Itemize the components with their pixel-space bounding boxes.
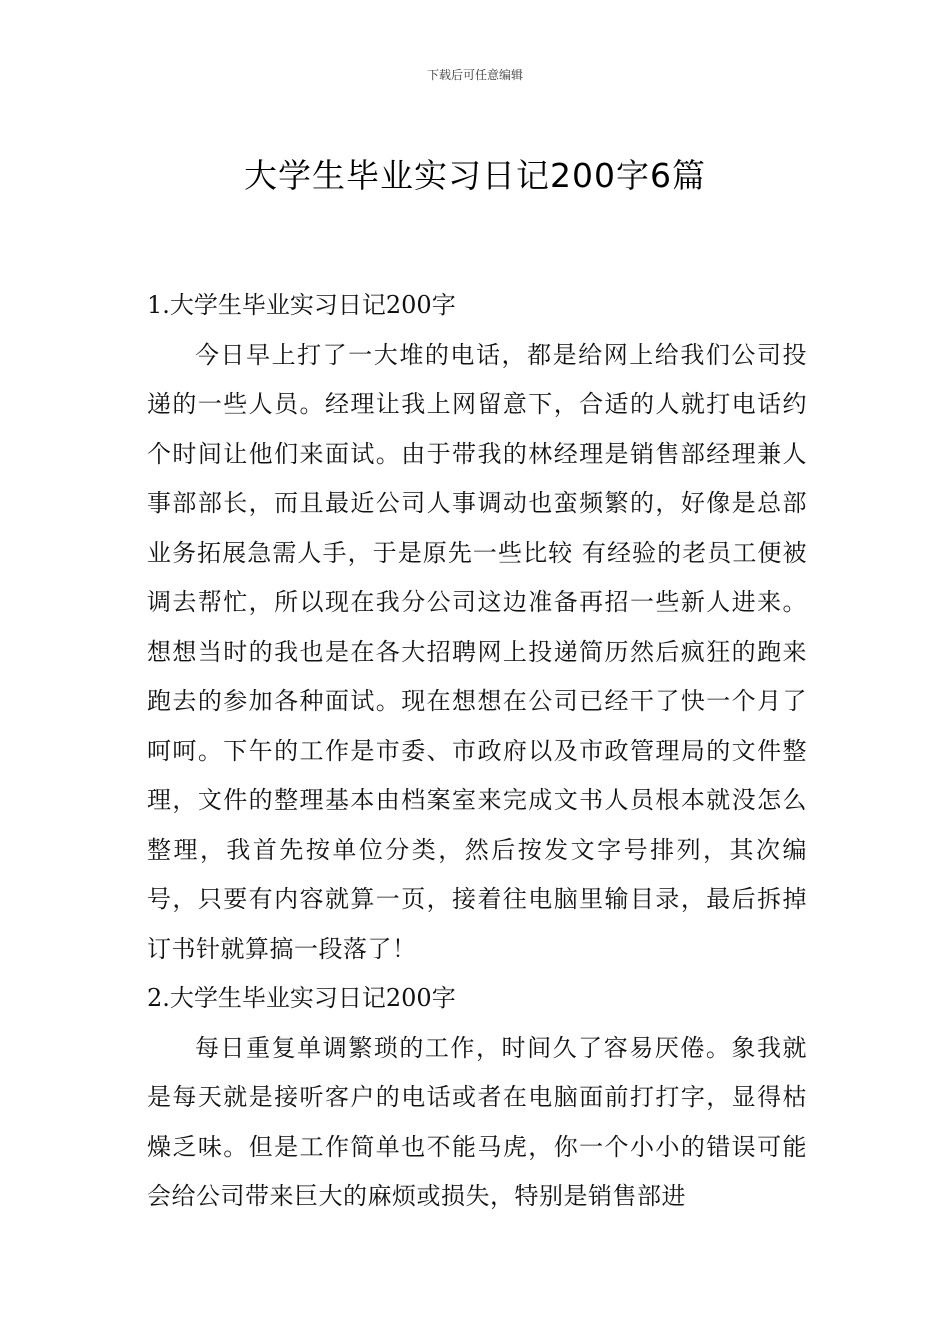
section-paragraph: 每日重复单调繁琐的工作，时间久了容易厌倦。象我就是每天就是接听客户的电话或者在电脑面前打打字，显得枯燥乏味。但是工作简单也不能马虎，你一个小小的错误可能会给公司带来巨大的麻烦或损失，特别是销售部进 — [147, 1033, 807, 1210]
section-heading: 2.大学生毕业实习日记200字 — [147, 984, 456, 1012]
section-1 — [147, 281, 807, 974]
section-paragraph: 今日早上打了一大堆的电话，都是给网上给我们公司投递的一些人员。经理让我上网留意下，合适的人就打电话约个时间让他们来面试。由于带我的林经理是销售部经理兼人事部部长，而且最近公司人事调动也蛮频繁的，好像是总部业务拓展急需人手，于是原先一些比较 有经验的老员工便被调去帮忙，所以现在我分公司这边准备再招一些新人进来。想想当时的我也是在各大招聘网上投递简历然后疯狂的跑来跑去的参加各种面试。现在想想在公司已经干了快一个月了呵呵。下午的工作是市委、市政府以及市政管理局的文件整理，文件的整理基本由档案室来完成文书人员根本就没怎么整理，我首先按单位分类，然后按发文字号排列，其次编号，只要有内容就算一页，接着往电脑里输目录，最后拆掉订书针就算搞一段落了！ — [147, 340, 807, 963]
document-title: 大学生毕业实习日记200字6篇 — [244, 156, 706, 196]
section-2 — [147, 974, 807, 1222]
document-body — [147, 281, 807, 1222]
header-note: 下载后可任意编辑 — [426, 68, 523, 82]
section-heading: 1.大学生毕业实习日记200字 — [147, 291, 456, 319]
